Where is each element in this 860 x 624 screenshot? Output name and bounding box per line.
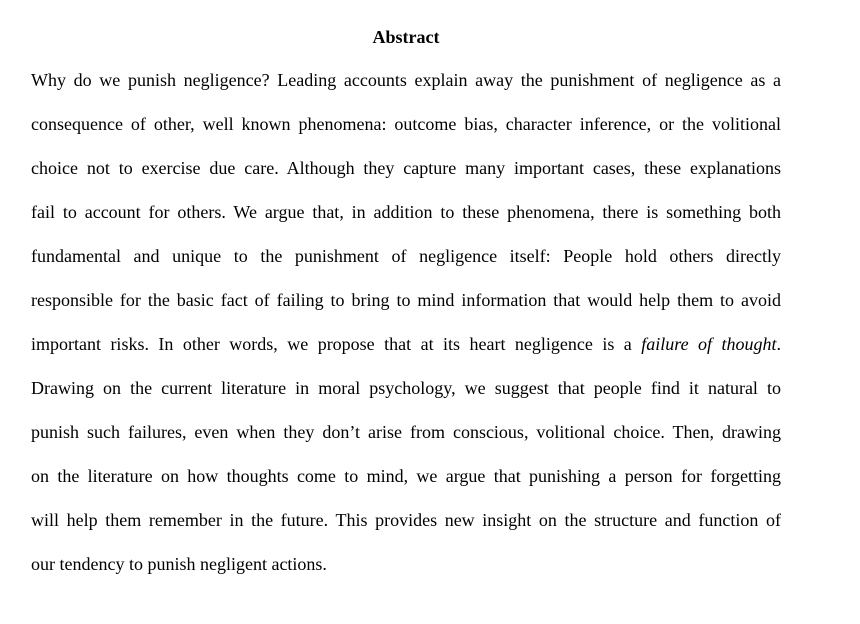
abstract-line-7-period: . bbox=[776, 334, 781, 354]
abstract-line-2: consequence of other, well known phenomena: outcome bias, character inference, or the volitional bbox=[31, 114, 781, 134]
abstract-line-9: punish such failures, even when they don’t arise from conscious, volitional choice. Then, drawing bbox=[31, 422, 781, 442]
abstract-line-7-italic: failure of thought bbox=[641, 334, 777, 354]
abstract-line-6: responsible for the basic fact of failing to bring to mind information that would help them to avoid bbox=[31, 290, 781, 310]
abstract-line-4: fail to account for others. We argue that, in addition to these phenomena, there is something both bbox=[31, 202, 781, 222]
abstract-heading: Abstract bbox=[372, 27, 440, 47]
abstract-line-1: Why do we punish negligence? Leading accounts explain away the punishment of negligence as a bbox=[31, 70, 781, 90]
abstract-line-7-text: important risks. In other words, we propose that at its heart negligence is a bbox=[31, 334, 642, 354]
abstract-line-3: choice not to exercise due care. Although they capture many important cases, these explanations bbox=[31, 158, 781, 178]
abstract-line-7 bbox=[31, 331, 781, 357]
abstract-line-11: will help them remember in the future. This provides new insight on the structure and function of bbox=[31, 510, 781, 530]
abstract-line-5: fundamental and unique to the punishment of negligence itself: People hold others directly bbox=[31, 246, 781, 266]
abstract-line-12: our tendency to punish negligent actions. bbox=[31, 554, 327, 574]
abstract-line-8: Drawing on the current literature in moral psychology, we suggest that people find it natural to bbox=[31, 378, 781, 398]
abstract-line-10: on the literature on how thoughts come to mind, we argue that punishing a person for forgetting bbox=[31, 466, 781, 486]
